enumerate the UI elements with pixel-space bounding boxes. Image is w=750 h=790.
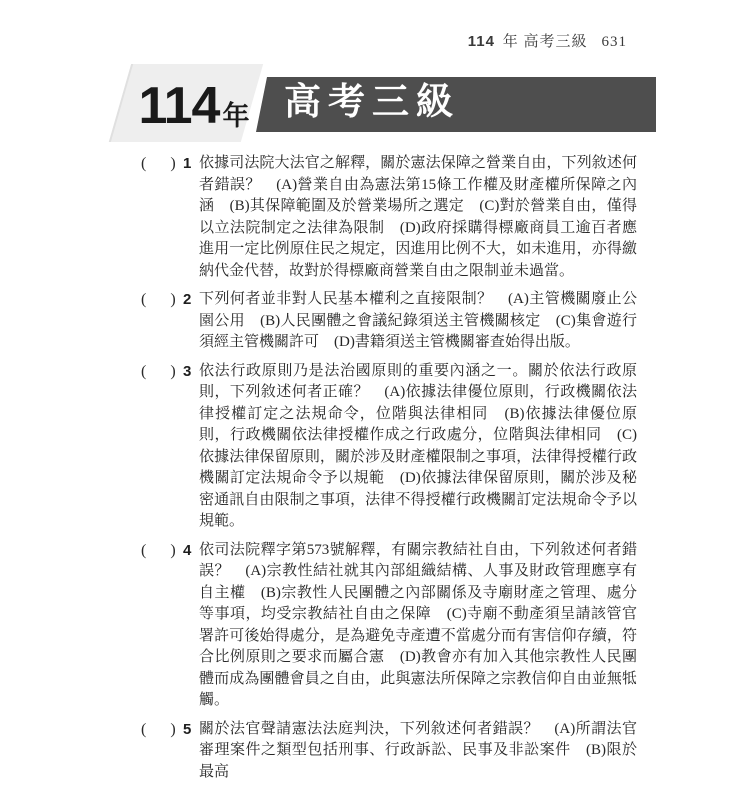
- banner-title: 高考三級: [284, 81, 460, 122]
- question-number: 1: [183, 155, 192, 172]
- question-row: [141, 153, 637, 282]
- answer-blank: ( ): [141, 541, 180, 559]
- question-number: 3: [183, 362, 192, 380]
- header-exam-label: 年 高考三級: [497, 34, 588, 50]
- question-text: 依據司法院大法官之解釋，關於憲法保障之營業自由，下列敘述何者錯誤？ (A)營業自由為憲法第15條工作權及財產權所保障之內涵 (B)其保障範圍及於營業場所之選定 (C)對於營業自由，僅得以立法院制定之法律為限制 (D)政府採購得標廠商員工逾百者應進用一定比例原住民之規定，因進用比例不大，如未進用，亦得繳納代金代替，故對於得標廠商營業自由之限制並未過當。: [199, 155, 637, 279]
- question-number: 5: [183, 720, 192, 738]
- question-text: 依司法院釋字第573號解釋，有關宗教結社自由，下列敘述何者錯誤？ (A)宗教性結社就其內部組織結構、人事及財政管理應享有自主權 (B)宗教性人民團體之內部關係及寺廟財產之管理、處分等事項，均受宗教結社自由之保障 (C)寺廟不動產須呈請該管官署許可後始得處分，是為避免寺產遭不當處分而有害信仰存續，符合比例原則之要求而屬合憲 (D)教會亦有加入其他宗教性人民團體而成為團體會員之自由，此與憲法所保障之宗教信仰自由並無牴觸。: [199, 541, 637, 708]
- header-page-number: 631: [601, 34, 627, 50]
- question-text: 關於法官聲請憲法法庭判決，下列敘述何者錯誤？ (A)所謂法官審理案件之類型包括刑事、行政訴訟、民事及非訟案件 (B)限於最高: [199, 720, 637, 780]
- question-row: [141, 540, 637, 712]
- answer-blank: ( ): [141, 291, 180, 308]
- answer-blank: ( ): [141, 362, 180, 380]
- question-row: [141, 289, 637, 354]
- question-row: [141, 361, 637, 533]
- answer-blank: ( ): [141, 155, 180, 172]
- question-number: 2: [183, 291, 192, 308]
- banner-year-number: 114: [138, 77, 220, 135]
- question-text: 依法行政原則乃是法治國原則的重要內涵之一。關於依法行政原則，下列敘述何者正確？ (A)依據法律優位原則，行政機關依法律授權訂定之法規命令，位階與法律相同 (B)依據法律優位原則，行政機關依法律授權作成之行政處分，位階與法律相同 (C)依據法律保留原則，關於涉及財產權限制之事項，法律得授權行政機關訂定法規命令予以規範 (D)依據法律保留原則，關於涉及秘密通訊自由限制之事項，法律不得授權行政機關訂定法規命令予以規範。: [199, 362, 637, 529]
- section-banner: [0, 0, 750, 150]
- question-number: 4: [183, 541, 192, 559]
- question-text: 下列何者並非對人民基本權利之直接限制？ (A)主管機關廢止公園公用 (B)人民團體之會議紀錄須送主管機關核定 (C)集會遊行須經主管機關許可 (D)書籍須送主管機關審查始得出版。: [199, 291, 637, 350]
- answer-blank: ( ): [141, 720, 180, 738]
- banner-year-suffix: 年: [222, 101, 250, 132]
- header-year: 114: [467, 33, 495, 50]
- banner-year: [136, 64, 252, 142]
- question-list: [141, 153, 637, 790]
- question-row: [141, 719, 637, 784]
